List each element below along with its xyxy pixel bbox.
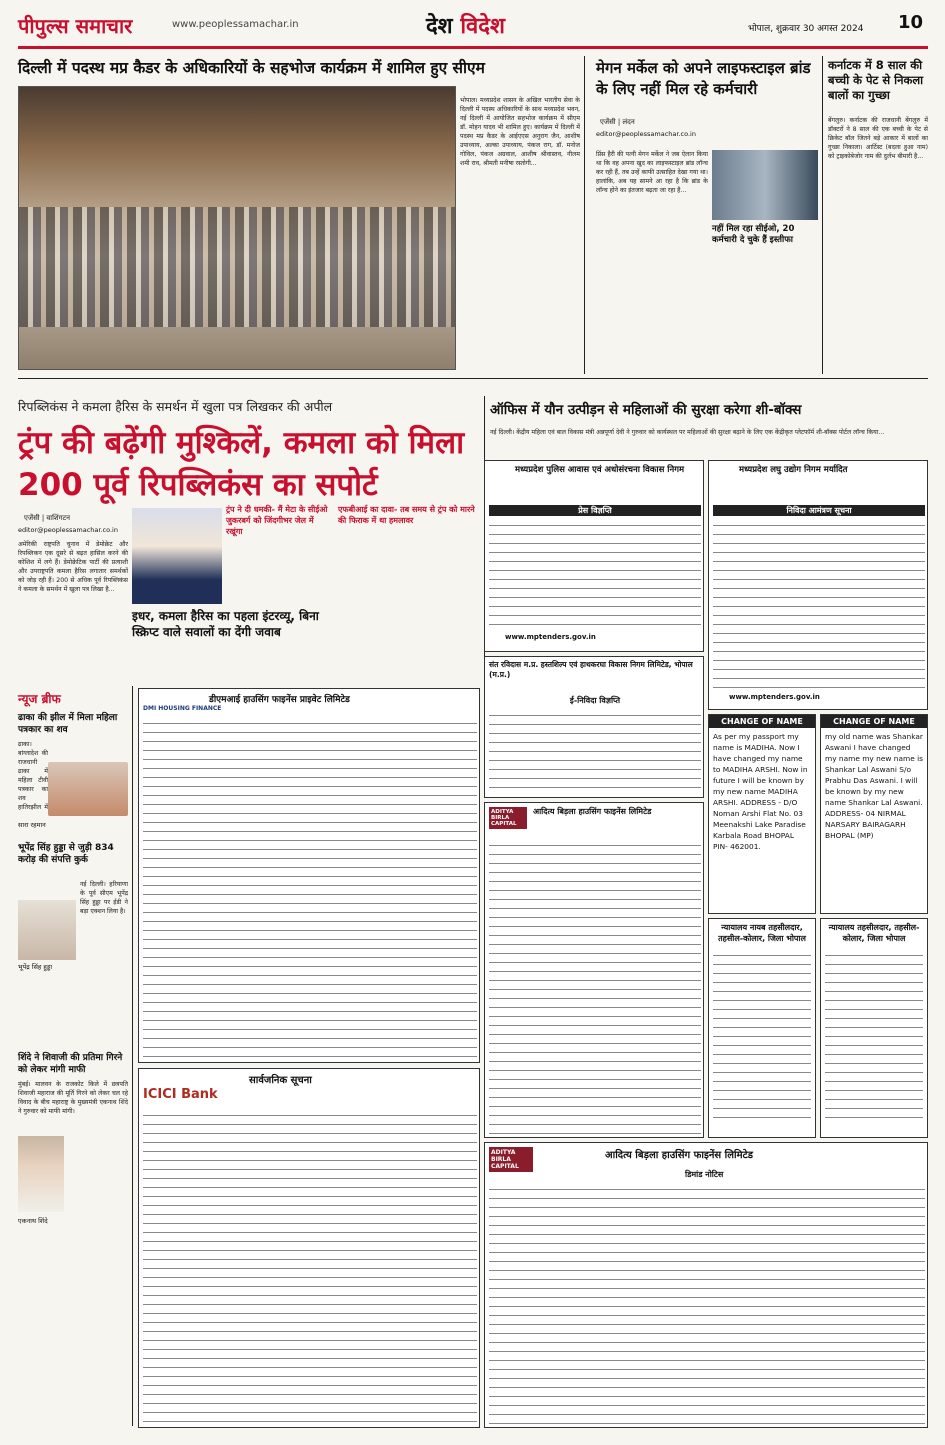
brief-2-photo — [18, 900, 76, 960]
story-meghan-byline: एजेंसी | लंदन — [600, 118, 635, 126]
laghu-notice: निविदा आमंत्रण सूचना — [713, 505, 925, 516]
icici-title: सार्वजनिक सूचना — [249, 1075, 312, 1086]
site-url: www.peoplessamachar.in — [172, 19, 299, 30]
brief-3-photo — [18, 1136, 64, 1212]
story-trump-body: अमेरिकी राष्ट्रपति चुनाव में डेमोक्रेट और रिपब्लिकन एक दूसरे से बढ़त हासिल करने की कोशिश में लगे हैं। डेमोक्रेटिक पार्टी की प्रत्याशी और उपराष्ट्रपति कमला हैरिस लगातार समर्थकों को जोड़ रही हैं। 200 से अधिक पूर्व रिपब्लिकंस ने कमला के समर्थन में खुला पत्र लिखा है... — [18, 541, 128, 593]
ad-laghu-udyog — [708, 460, 928, 710]
brief-1-body: ढाका। बांग्लादेश की राजधानी ढाका में महिला टीवी पत्रकार का शव हातिरझील में — [18, 741, 48, 810]
brief-1-headline: ढाका की झील में मिला महिला पत्रकार का शव — [18, 713, 118, 735]
section-title — [426, 10, 505, 40]
brief-2-caption: भूपेंद्र सिंह हुड्डा — [18, 963, 53, 971]
story-meghan-body-2 — [712, 264, 818, 370]
news-brief-label: न्यूज ब्रीफ — [18, 692, 61, 706]
icici-brand: ICICI Bank — [143, 1087, 218, 1102]
story-trump-sub1: ट्रंप ने दी धमकी- मैं मेटा के सीईओ जुकरबर्ग को जिंदगीभर जेल में रखूंगा — [226, 505, 328, 536]
ad-icici-public-notice — [138, 1068, 480, 1428]
story-trump-headline: ट्रंप की बढ़ेंगी मुश्किलें, कमला को मिला 200 पूर्व रिपब्लिकंस का सपोर्ट — [18, 425, 465, 503]
story-meghan-callout: नहीं मिल रहा सीईओ, 20 कर्मचारी दे चुके हैं इस्तीफा — [712, 224, 795, 245]
story-shebox-body: नई दिल्ली। केंद्रीय महिला एवं बाल विकास मंत्री अन्नपूर्णा देवी ने गुरुवार को कार्यस्थल पर महिलाओं की सुरक्षा बढ़ाने के लिए एक केंद्रीकृत प्लेटफॉर्म शी-बॉक्स पोर्टल लॉन्च किया... — [490, 429, 885, 436]
brief-3-caption: एकनाथ शिंदे — [18, 1217, 48, 1225]
story-meghan-email: editor@peoplessamachar.co.in — [596, 130, 696, 138]
story-karnataka-headline: कर्नाटक में 8 साल की बच्ची के पेट से निकला बालों का गुच्छा — [828, 58, 924, 102]
section-videsh: विदेश — [460, 14, 505, 39]
ad-mp-police-housing — [484, 460, 704, 652]
story-cm-body: भोपाल। मध्यप्रदेश शासन के अखिल भारतीय सेवा के दिल्ली में पदस्थ अधिकारियों के साथ मध्यप्रदेश भवन, नई दिल्ली में आयोजित सहभोज कार्यक्रम में सीएम डॉ. मोहन यादव भी शामिल हुए। कार्यक्रम में दिल्ली में पदस्थ मप्र कैडर के आईएएस अनुराग जैन, आशीष उपाध्याय, अल्का उपाध्याय, पंकज राग, डॉ. मनोज गोविल, पंकज अग्रवाल, आशीष श्रीवास्तव, नीलम शमी राव, श्रीमती मनीषा रस्तोगी... — [460, 97, 580, 167]
brief-1-photo — [48, 762, 128, 816]
aditya2-org: आदित्य बिड़ला हाउसिंग फाइनेंस लिमिटेड — [605, 1150, 753, 1161]
brief-3-body: मुंबई। मालवन के राजकोट किले में छत्रपति शिवाजी महाराज की मूर्ति गिरने को लेकर चल रहे विवाद के बीच महाराष्ट्र के मुख्यमंत्री एकनाथ शिंदे ने गुरुवार को माफी मांगी। — [18, 1081, 128, 1115]
laghu-site: www.mptenders.gov.in — [729, 693, 820, 701]
change2-body: my old name was Shankar Aswani I have changed my name my new name is Shankar Lal Aswani S/o Prabhu Das Aswani. I will be known by my new name Shankar Lal Aswani. ADDRESS- 04 NIRMAL NARSARY BAIRAGARH BHOPAL (MP) — [825, 732, 923, 840]
page-number: 10 — [898, 12, 924, 33]
police-site: www.mptenders.gov.in — [505, 633, 596, 641]
court1-org: न्यायालय नायब तहसीलदार, तहसील-कोलार, जिला भोपाल — [718, 923, 806, 943]
brand-logo: पीपुल्स समाचार — [18, 14, 133, 38]
ad-change-of-name-2 — [820, 714, 928, 914]
cm-group-photo — [18, 86, 456, 370]
brief-3-headline: शिंदे ने शिवाजी की प्रतिमा गिरने को लेकर मांगी माफी — [18, 1053, 123, 1075]
change1-body: As per my passport my name is MADIHA. Now I have changed my name to MADIHA ARSHI. Now in future I will be known by my new name MADIHA ARSHI. ADDRESS - D/O Noman Arshi Flat No. 03 Meenakshi Lake Paradise Karbala Road BHOPAL PIN- 462001. — [713, 732, 808, 851]
story-trump-kicker: रिपब्लिकंस ने कमला हैरिस के समर्थन में खुला पत्र लिखकर की अपील — [18, 399, 333, 414]
story-shebox-headline: ऑफिस में यौन उत्पीड़न से महिलाओं की सुरक्षा करेगा शी-बॉक्स — [490, 402, 802, 418]
ad-aditya-birla-1 — [484, 802, 704, 1138]
change2-title: CHANGE OF NAME — [821, 715, 927, 728]
section-desh: देश — [426, 14, 453, 39]
meghan-harry-photo — [712, 150, 818, 220]
masthead — [18, 8, 928, 48]
ad-sant-ravidas — [484, 656, 704, 798]
story-trump-sub3: इधर, कमला हैरिस का पहला इंटरव्यू, बिना स्क्रिप्ट वाले सवालों का देंगी जवाब — [132, 609, 319, 639]
ad-court-naib-tehsildar — [708, 918, 816, 1138]
ad-change-of-name-1 — [708, 714, 816, 914]
dmi-org: डीएमआई हाउसिंग फाइनेंस प्राइवेट लिमिटेड — [209, 695, 350, 705]
brief-2-headline: भूपेंद्र सिंह हुड्डा से जुड़ी 834 करोड़ की संपत्ति कुर्क — [18, 843, 114, 865]
aditya2-notice: डिमांड नोटिस — [685, 1170, 724, 1179]
brief-2-body: नई दिल्ली। हरियाणा के पूर्व सीएम भूपेंद्र सिंह हुड्डा पर ईडी ने बड़ा एक्शन लिया है। — [80, 881, 128, 915]
story-trump-body-4 — [132, 644, 336, 684]
dmi-brand: DMI HOUSING FINANCE — [143, 705, 222, 712]
story-trump-byline: एजेंसी | वाशिंगटन — [24, 514, 71, 522]
issue-date: भोपाल, शुक्रवार 30 अगस्त 2024 — [748, 24, 864, 34]
story-trump-sub2: एफबीआई का दावा- तब समय से ट्रंप को मारने की फिराक में था हमलावर — [338, 505, 475, 525]
story-trump-body-2 — [226, 540, 330, 608]
story-karnataka-body: बेंगलुरु। कर्नाटक की राजधानी बेंगलुरु में डॉक्टरों ने 8 साल की एक बच्ची के पेट से क्रिकेट बॉल जितने बड़े आकार में बालों का गुच्छा निकाला। आर्टिस्ट (बदला हुआ नाम) को ट्राइकोबेजोर नाम की दुर्लभ बीमारी है... — [828, 117, 928, 160]
brief-1-caption: सारा रहमान — [18, 821, 46, 829]
aditya1-org: आदित्य बिड़ला हाउसिंग फाइनेंस लिमिटेड — [533, 807, 652, 816]
ad-aditya-birla-demand-notice — [484, 1142, 928, 1428]
police-org: मध्यप्रदेश पुलिस आवास एवं अधोसंरचना विकास निगम — [515, 465, 685, 475]
laghu-org: मध्यप्रदेश लघु उद्योग निगम मर्यादित — [739, 465, 848, 475]
court2-org: न्यायालय तहसीलदार, तहसील-कोलार, जिला भोपाल — [828, 923, 920, 943]
story-trump-email: editor@peoplessamachar.co.in — [18, 526, 118, 534]
ad-court-tehsildar — [820, 918, 928, 1138]
sant-notice: ई-निविदा विज्ञप्ति — [569, 696, 621, 705]
story-trump-body-3 — [338, 546, 478, 680]
aditya1-brand: ADITYA BIRLA CAPITAL — [489, 807, 527, 829]
ad-dmi-housing — [138, 688, 480, 1063]
trump-photo — [132, 508, 222, 604]
change1-title: CHANGE OF NAME — [709, 715, 815, 728]
aditya2-brand: ADITYA BIRLA CAPITAL — [489, 1147, 533, 1172]
sant-org: संत रविदास म.प्र. हस्तशिल्प एवं हाथकरघा विकास निगम लिमिटेड, भोपाल (म.प्र.) — [489, 660, 693, 679]
story-cm-headline: दिल्ली में पदस्थ मप्र कैडर के अधिकारियों के सहभोज कार्यक्रम में शामिल हुए सीएम — [18, 59, 485, 77]
police-notice: प्रेस विज्ञप्ति — [489, 505, 701, 516]
story-meghan-headline: मेगन मर्केल को अपने लाइफस्टाइल ब्रांड के लिए नहीं मिल रहे कर्मचारी — [596, 59, 811, 98]
story-meghan-body: प्रिंस हैरी की पत्नी मेगन मर्केल ने जब ऐलान किया था कि वह अपना खुद का लाइफस्टाइल ब्रांड लॉन्च कर रही हैं, तब उन्हें काफी उत्साहित देखा गया था। हालांकि, अब यह सामने आ रहा है कि ब्रांड के लॉन्च होने का इंतजार बढ़ता जा रहा है... — [596, 151, 708, 194]
